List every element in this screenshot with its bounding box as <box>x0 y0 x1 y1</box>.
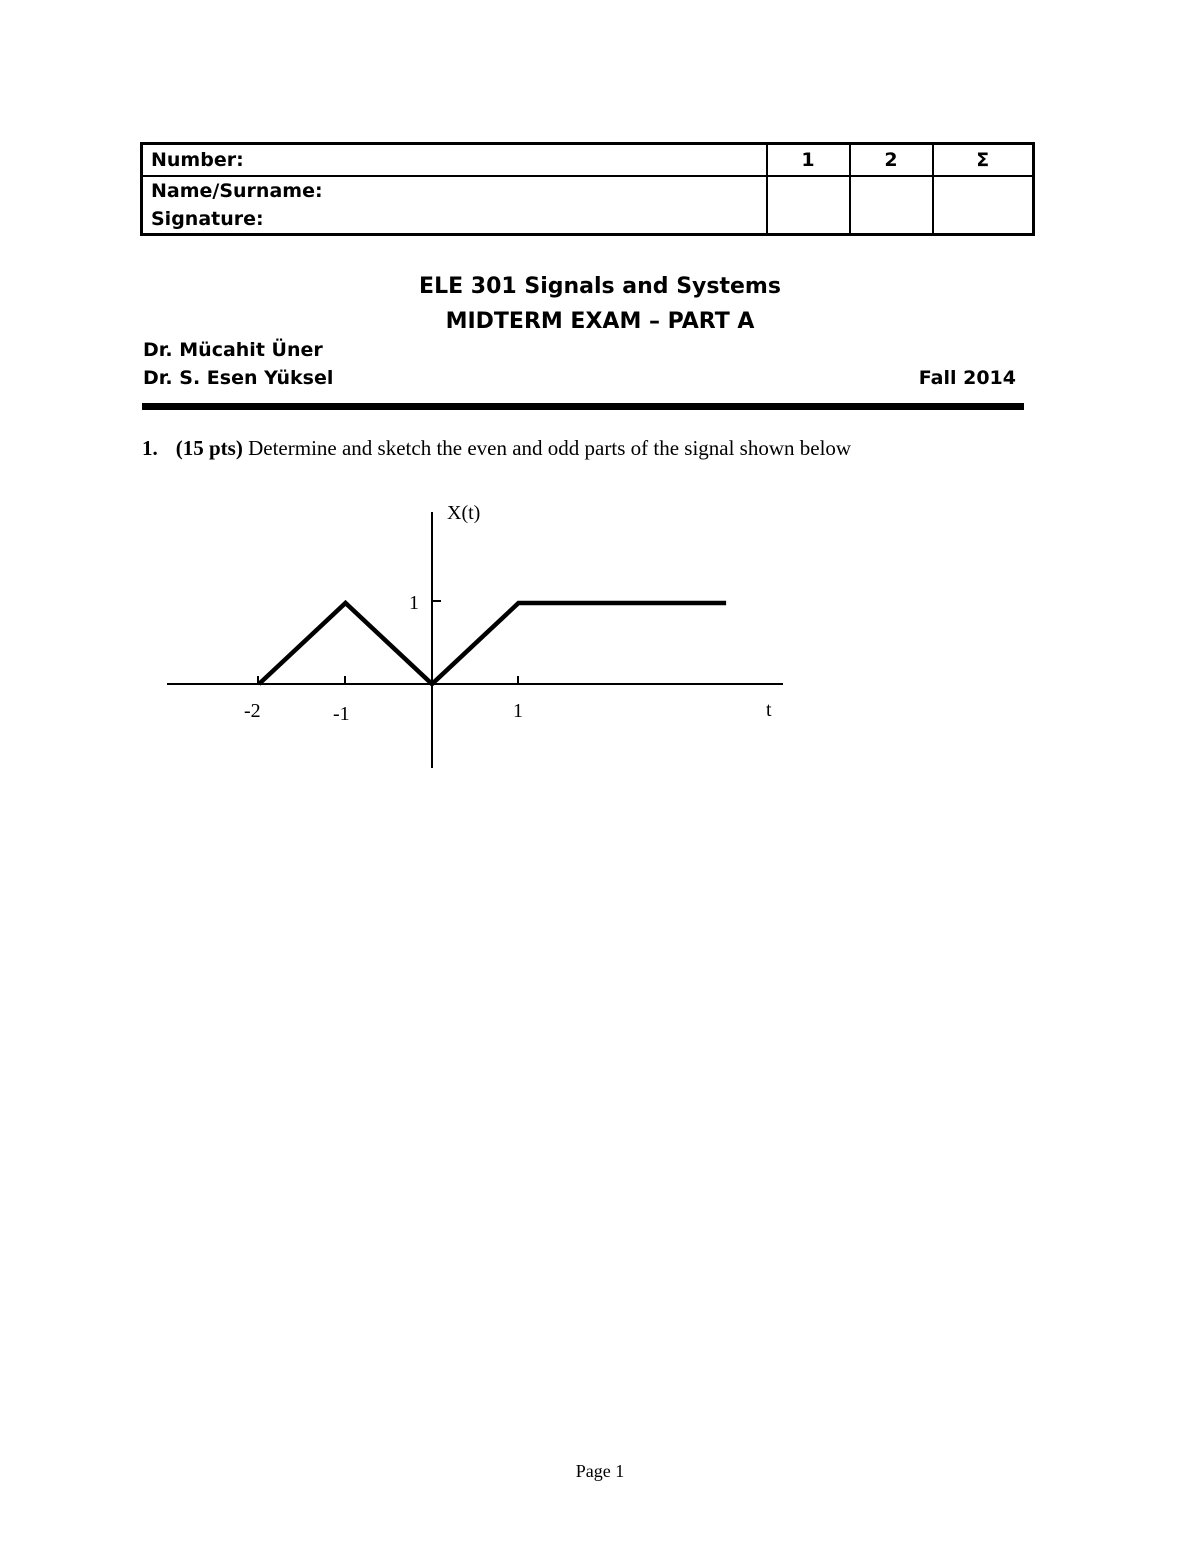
term: Fall 2014 <box>918 367 1016 389</box>
question-number: 1. <box>142 436 158 460</box>
question-text: Determine and sketch the even and odd parts of the signal shown below <box>242 436 852 460</box>
number-label: Number: <box>151 149 244 171</box>
y-axis-label: X(t) <box>447 502 481 524</box>
x-tick-label-minus-2: -2 <box>244 700 261 722</box>
instructor-2: Dr. S. Esen Yüksel <box>143 367 334 389</box>
x-tick-label-minus-1: -1 <box>333 703 350 725</box>
x-axis-label: t <box>766 699 772 721</box>
score-header-total: Σ <box>933 144 1034 177</box>
score-header-1: 1 <box>767 144 850 177</box>
signal-line <box>259 603 726 684</box>
exam-title: MIDTERM EXAM – PART A <box>445 309 755 334</box>
question-points: (15 pts) <box>175 436 243 460</box>
x-tick-label-1: 1 <box>513 700 523 722</box>
signature-label: Signature: <box>151 208 264 230</box>
score-header-2: 2 <box>850 144 933 177</box>
page-footer: Page 1 <box>575 1461 625 1481</box>
y-tick-label-1: 1 <box>409 592 419 614</box>
instructor-1: Dr. Mücahit Üner <box>143 339 323 361</box>
name-label: Name/Surname: <box>151 180 323 202</box>
course-title: ELE 301 Signals and Systems <box>419 274 781 299</box>
